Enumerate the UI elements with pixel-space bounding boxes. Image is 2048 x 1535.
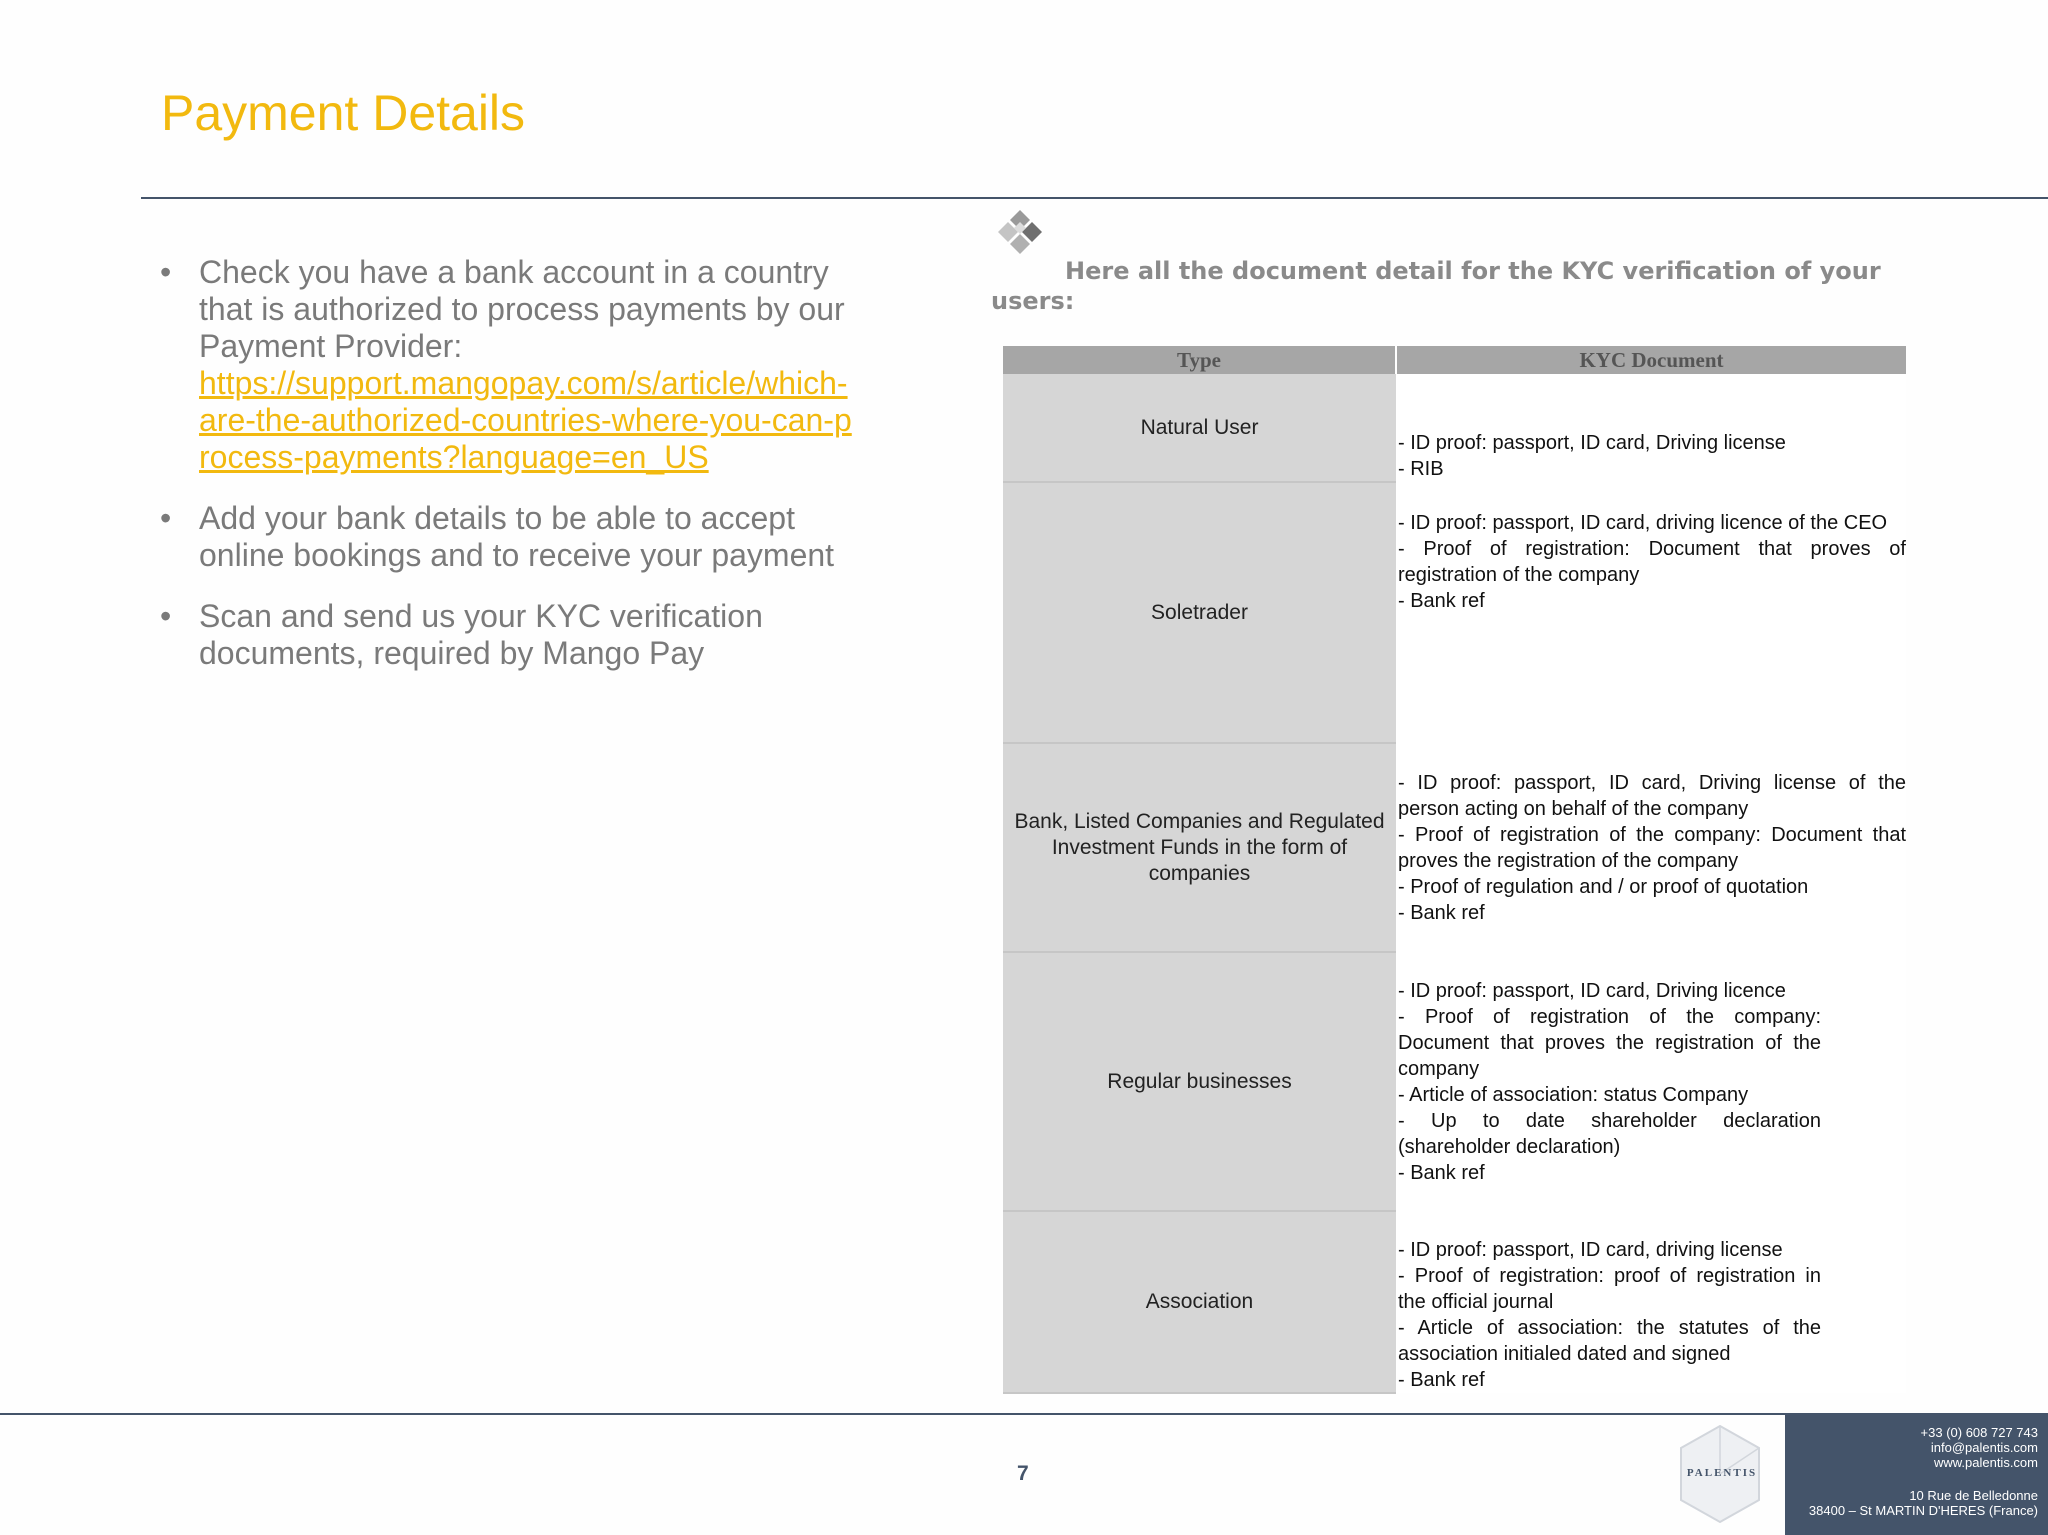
- table-header-row: [1003, 346, 1906, 374]
- docs-cell: [1396, 374, 1906, 482]
- doc-line: - ID proof: passport, ID card, Driving license of the person acting on behalf of the company: [1398, 771, 1906, 820]
- kyc-intro-text: [991, 256, 1891, 316]
- type-cell: Natural User: [1003, 374, 1396, 482]
- bullet-bank-account: [160, 254, 880, 476]
- contact-city: 38400 – St MARTIN D'HERES (France): [1808, 1503, 2038, 1518]
- doc-line: - Up to date shareholder declaration (shareholder declaration): [1398, 1109, 1821, 1158]
- docs-cell: [1396, 952, 1906, 1211]
- page-title: Payment Details: [161, 85, 526, 141]
- footer-divider: [0, 1413, 2048, 1415]
- column-header-type: Type: [1003, 346, 1396, 374]
- doc-line: - Proof of registration: Document that proves of registration of the company: [1398, 538, 1906, 586]
- kyc-intro-line2: users:: [991, 287, 1075, 315]
- table-row: [1003, 952, 1906, 1211]
- column-header-kyc-document: KYC Document: [1396, 346, 1906, 374]
- type-cell: Association: [1003, 1211, 1396, 1393]
- doc-line: - Bank ref: [1398, 901, 1485, 924]
- doc-line: - Bank ref: [1398, 1369, 1485, 1391]
- table-row: [1003, 482, 1906, 743]
- type-cell: Bank, Listed Companies and Regulated Investment Funds in the form of companies: [1003, 743, 1396, 952]
- doc-line: - Bank ref: [1398, 590, 1485, 612]
- doc-line: - ID proof: passport, ID card, driving licence of the CEO: [1398, 512, 1888, 534]
- bullet-kyc-documents-text: Scan and send us your KYC verification documents, required by Mango Pay: [199, 598, 763, 671]
- bullet-bank-account-text: Check you have a bank account in a country that is authorized to process payments by our Payment Provider:: [199, 254, 845, 364]
- table-row: [1003, 374, 1906, 482]
- doc-line: - Article of association: the statutes of the association initialed dated and signed: [1398, 1317, 1821, 1365]
- table-row: [1003, 743, 1906, 952]
- docs-cell: [1396, 1211, 1906, 1393]
- doc-line: - Proof of registration of the company: Document that proves the registration of the company: [1398, 823, 1906, 872]
- brand-wordmark: PALENTIS: [1686, 1467, 1758, 1479]
- table-row: [1003, 1211, 1906, 1393]
- doc-line: - Proof of registration: proof of registration in the official journal: [1398, 1265, 1821, 1313]
- bullet-list: [160, 254, 880, 696]
- doc-line: - Article of association: status Company: [1398, 1083, 1749, 1106]
- contact-website[interactable]: www.palentis.com: [1933, 1455, 2038, 1470]
- mangopay-countries-link[interactable]: https://support.mangopay.com/s/article/which-are-the-authorized-countries-where-you-can-process-payments?language=en_US: [199, 365, 852, 475]
- bullet-kyc-documents: [160, 598, 880, 672]
- type-cell: Regular businesses: [1003, 952, 1396, 1211]
- kyc-intro-line1: Here all the document detail for the KYC verification of your: [1065, 257, 1881, 285]
- page-number: 7: [1017, 1462, 1029, 1485]
- docs-cell: [1396, 743, 1906, 952]
- contact-street: 10 Rue de Belledonne: [1909, 1488, 2038, 1503]
- doc-line: - RIB: [1398, 458, 1444, 480]
- doc-line: - ID proof: passport, ID card, driving license: [1398, 1239, 1783, 1261]
- doc-line: - Proof of registration of the company: Document that proves the registration of the company: [1398, 1005, 1821, 1080]
- type-cell: Soletrader: [1003, 482, 1396, 743]
- doc-line: - Proof of regulation and / or proof of quotation: [1398, 875, 1809, 898]
- contact-panel: [1785, 1415, 2048, 1535]
- diamond-cluster-icon: [990, 208, 1050, 258]
- bullet-bank-details: [160, 500, 880, 574]
- kyc-document-table: [1003, 346, 1906, 1394]
- doc-line: - Bank ref: [1398, 1161, 1485, 1184]
- header-divider: [141, 197, 2048, 199]
- docs-cell: [1396, 482, 1906, 743]
- bullet-bank-details-text: Add your bank details to be able to accept online bookings and to receive your payment: [199, 500, 835, 573]
- contact-email[interactable]: info@palentis.com: [1930, 1440, 2038, 1455]
- doc-line: - ID proof: passport, ID card, Driving licence: [1398, 979, 1786, 1002]
- contact-phone: +33 (0) 608 727 743: [1920, 1425, 2038, 1440]
- doc-line: - ID proof: passport, ID card, Driving license: [1398, 432, 1786, 454]
